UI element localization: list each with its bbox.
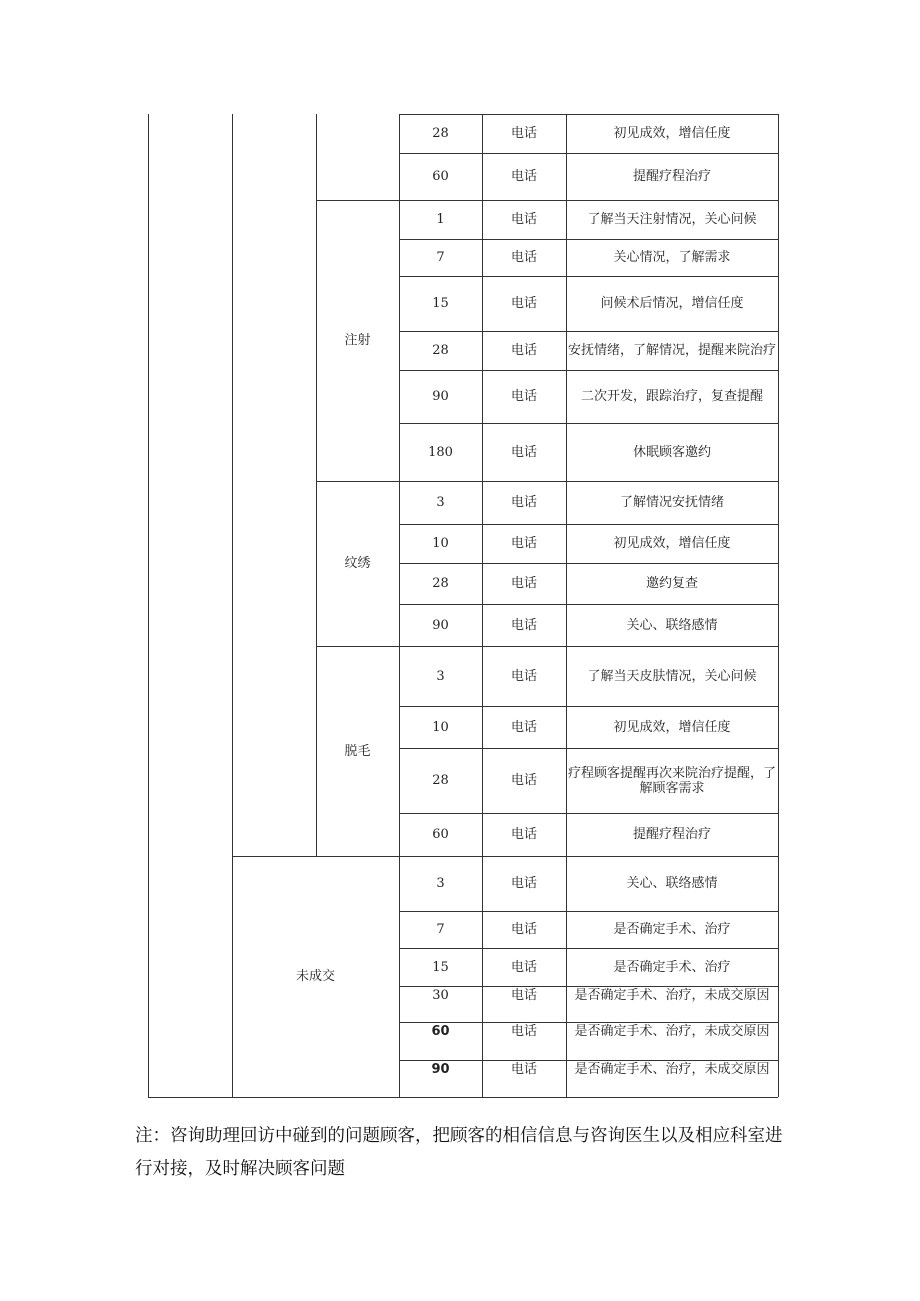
category-cell: 未成交: [295, 969, 335, 984]
content-cell: 是否确定手术、治疗: [613, 922, 731, 937]
day-cell: 10: [432, 536, 449, 551]
method-cell: 电话: [510, 1024, 537, 1039]
content-cell: 二次开发，跟踪治疗，复查提醒: [580, 389, 763, 404]
category-cell: 纹绣: [344, 556, 371, 571]
content-cell: 提醒疗程治疗: [632, 827, 711, 842]
table-top: [399, 114, 778, 115]
method-cell: 电话: [510, 773, 537, 788]
content-cell: 是否确定手术、治疗: [613, 959, 731, 975]
col-border: [566, 114, 567, 1097]
day-cell: 28: [432, 343, 449, 358]
day-cell: 90: [432, 617, 449, 633]
day-cell: 28: [432, 126, 449, 141]
col-border: [148, 114, 149, 1097]
day-cell: 3: [436, 495, 445, 510]
content-cell: 邀约复查: [645, 576, 698, 591]
day-cell: 7: [436, 922, 445, 937]
group-divider: [316, 481, 399, 482]
day-cell: 28: [432, 576, 449, 591]
content-cell: 了解情况安抚情绪: [619, 495, 724, 510]
method-cell: 电话: [510, 343, 537, 358]
day-cell: 90: [431, 1062, 450, 1077]
day-cell: 3: [436, 668, 445, 684]
content-cell: 是否确定手术、治疗，未成交原因: [574, 988, 770, 1003]
category-cell: [316, 114, 399, 200]
content-cell: 关心、联络感情: [626, 617, 718, 633]
content-cell: 了解当天注射情况，关心问候: [587, 212, 757, 227]
col-border: [399, 114, 400, 1097]
content-cell: 是否确定手术、治疗，未成交原因: [574, 1024, 770, 1039]
method-cell: 电话: [510, 988, 537, 1003]
content-cell: 了解当天皮肤情况，关心问候: [587, 668, 757, 684]
content-cell: 休眠顾客邀约: [632, 444, 711, 460]
group-divider: [316, 646, 399, 647]
method-cell: 电话: [510, 536, 537, 551]
table-bottom: [148, 1097, 778, 1098]
col-border: [316, 114, 317, 856]
method-cell: 电话: [510, 126, 537, 141]
content-cell: 问候术后情况，增信任度: [600, 296, 744, 311]
content-cell: 安抚情绪，了解情况，提醒来院治疗: [568, 343, 777, 358]
method-cell: 电话: [510, 212, 537, 227]
method-cell: 电话: [510, 719, 537, 735]
col-border: [778, 114, 779, 1097]
col-border: [482, 114, 483, 1097]
method-cell: 电话: [510, 668, 537, 684]
footnote: 注：咨询助理回访中碰到的问题顾客，把顾客的相信信息与咨询医生以及相应科室进行对接，及时解决顾客问题: [135, 1126, 783, 1179]
day-cell: 1: [436, 212, 445, 227]
method-cell: 电话: [510, 576, 537, 591]
method-cell: 电话: [510, 959, 537, 975]
content-cell: 初见成效，增信任度: [613, 126, 731, 141]
method-cell: 电话: [510, 827, 537, 842]
day-cell: 3: [436, 876, 445, 891]
method-cell: 电话: [510, 296, 537, 311]
content-cell: 初见成效，增信任度: [613, 536, 731, 551]
method-cell: 电话: [510, 876, 537, 891]
day-cell: 15: [432, 959, 449, 975]
day-cell: 10: [432, 719, 449, 735]
method-cell: 电话: [510, 389, 537, 404]
day-cell: 60: [432, 169, 449, 184]
category-cell: 脱毛: [344, 743, 371, 759]
group-divider: [316, 200, 399, 201]
method-cell: 电话: [510, 617, 537, 633]
content-cell: 疗程顾客提醒再次来院治疗提醒，了解顾客需求: [568, 765, 777, 796]
method-cell: 电话: [510, 169, 537, 184]
content-cell: 关心、联络感情: [626, 876, 718, 891]
content-cell: 提醒疗程治疗: [632, 169, 711, 184]
content-cell: 关心情况，了解需求: [613, 250, 731, 265]
day-cell: 60: [431, 1024, 450, 1039]
method-cell: 电话: [510, 444, 537, 460]
method-cell: 电话: [510, 1062, 537, 1077]
day-cell: 30: [432, 988, 449, 1003]
day-cell: 28: [432, 773, 449, 788]
content-cell: 初见成效，增信任度: [613, 719, 731, 735]
method-cell: 电话: [510, 250, 537, 265]
day-cell: 90: [432, 389, 449, 404]
day-cell: 180: [428, 444, 453, 460]
col-border: [232, 114, 233, 1097]
category-cell: 注射: [344, 333, 371, 348]
day-cell: 60: [432, 827, 449, 842]
day-cell: 15: [432, 296, 449, 311]
content-cell: 是否确定手术、治疗，未成交原因: [574, 1062, 770, 1077]
method-cell: 电话: [510, 495, 537, 510]
day-cell: 7: [436, 250, 445, 265]
method-cell: 电话: [510, 922, 537, 937]
